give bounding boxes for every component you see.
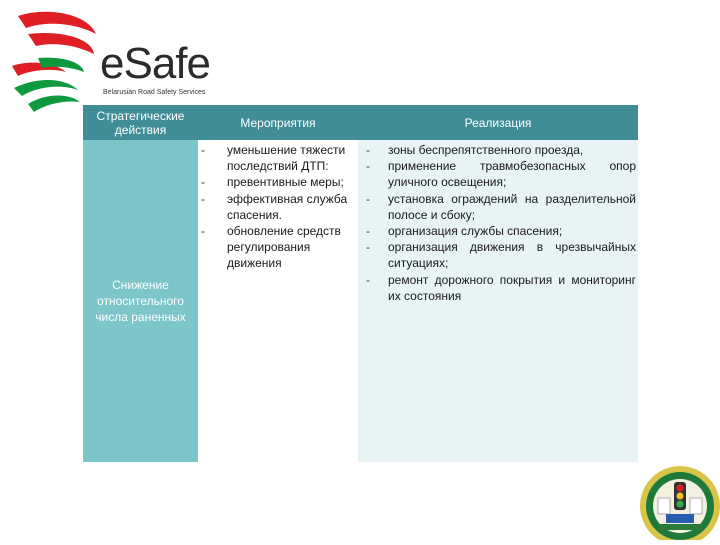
esafe-logo <box>8 6 218 116</box>
header-strategic-actions: Стратегические действия <box>96 108 185 137</box>
header-implementation: Реализация <box>464 115 532 130</box>
implementation-cell <box>358 140 638 462</box>
list-item: - эффективная служба спасения. <box>201 191 348 222</box>
emblem-icon <box>636 458 720 540</box>
road-safety-emblem <box>636 458 720 540</box>
implementation-list <box>358 142 638 304</box>
list-item: - организация службы спасения; <box>366 224 563 239</box>
table-header-row <box>83 105 638 140</box>
list-item: - обновление средств регулирования движения <box>201 224 341 271</box>
measures-list <box>198 142 358 272</box>
logo-wordmark: eSafe <box>100 39 210 88</box>
esafe-swoosh-icon <box>8 6 103 116</box>
header-measures: Мероприятия <box>240 115 316 130</box>
logo-subtitle: Belarusian Road Safety Services <box>103 89 206 96</box>
strategy-table <box>83 105 638 462</box>
strategy-text: Снижение относительного числа раненных <box>95 278 186 324</box>
list-item: - организация движения в чрезвычайных ситуациях; <box>366 240 636 271</box>
list-item: - ремонт дорожного покрытия и мониторинг их состояния <box>366 272 636 303</box>
list-item: - установка ограждений на разделительной полосе и сбоку; <box>366 191 636 222</box>
list-item: - зоны беспрепятственного проезда, <box>366 143 584 157</box>
measures-cell <box>198 140 358 462</box>
list-item: - превентивные меры; <box>201 175 344 190</box>
list-item: - уменьшение тяжести последствий ДТП: <box>201 143 346 174</box>
list-item: - применение травмобезопасных опор уличного освещения; <box>366 159 636 190</box>
strategy-cell <box>83 140 198 462</box>
